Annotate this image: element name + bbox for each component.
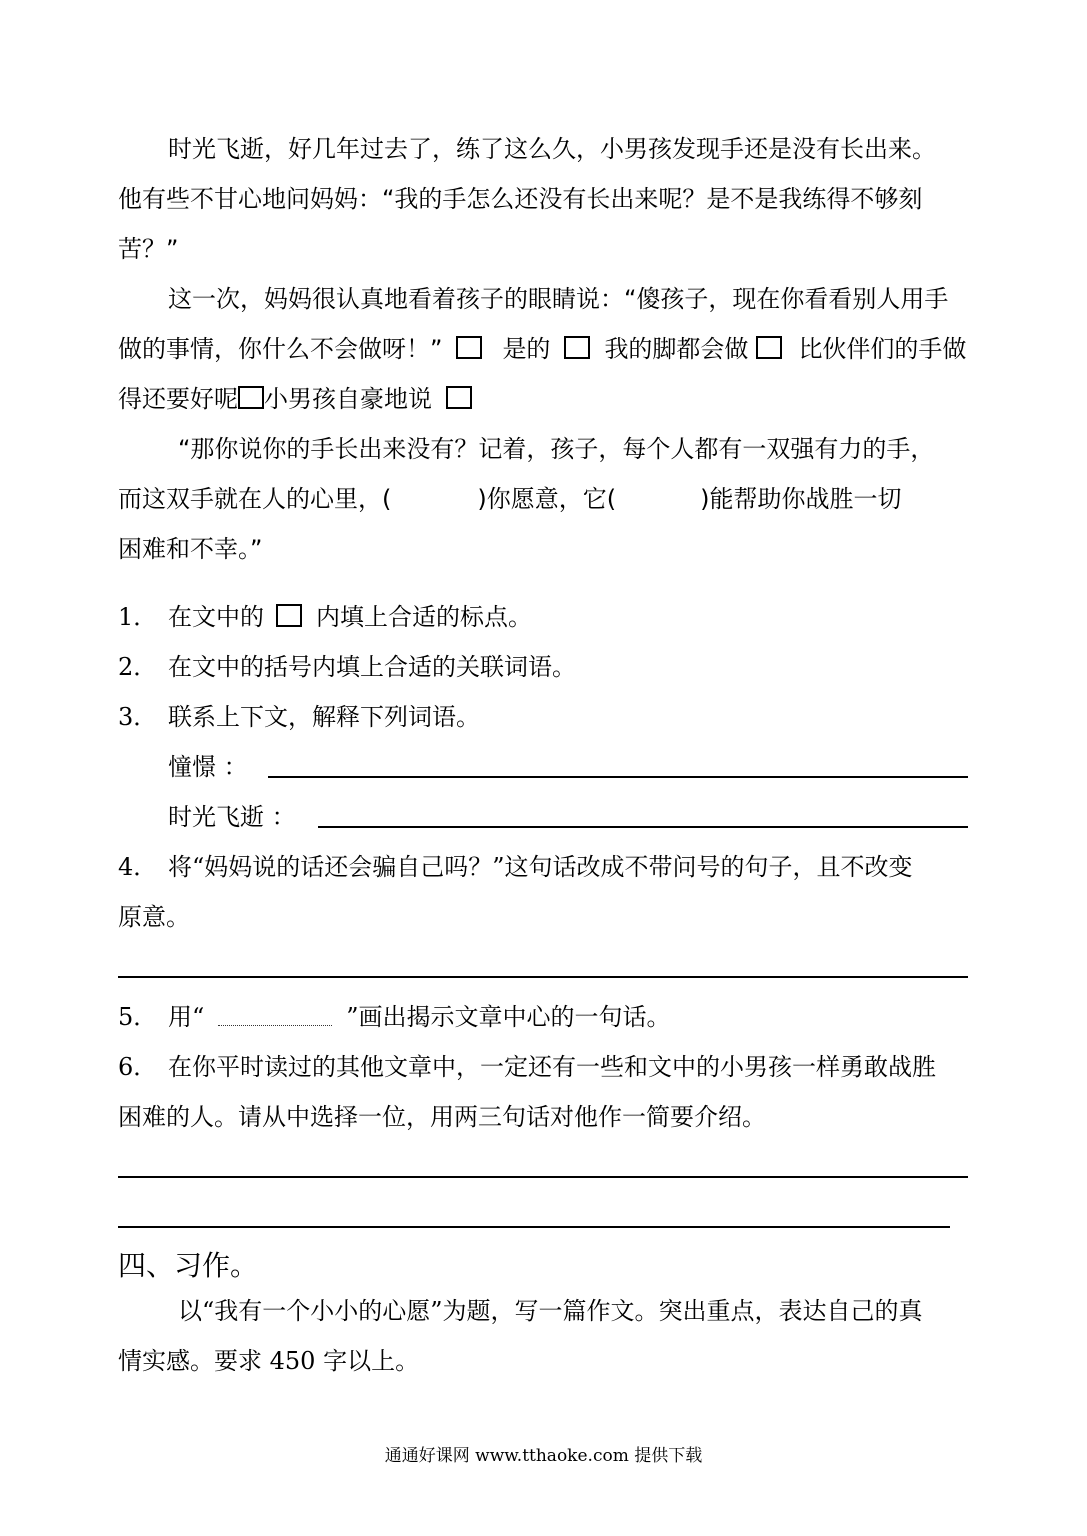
answer-line[interactable] bbox=[118, 976, 968, 978]
question-text: 困难的人。请从中选择一位，用两三句话对他作一简要介绍。 bbox=[118, 1103, 766, 1131]
passage-text: 做的事情，你什么不会做呀！” bbox=[118, 335, 443, 363]
passage-line-with-blanks bbox=[118, 482, 901, 516]
answer-line[interactable] bbox=[118, 1176, 968, 1178]
question-number: 1． bbox=[118, 603, 158, 631]
passage-text: )能帮助你战胜一切 bbox=[700, 485, 902, 513]
passage-text: 时光飞逝，好几年过去了，练了这么久，小男孩发现手还是没有长出来。 bbox=[168, 135, 936, 163]
question-number: 2． bbox=[118, 653, 158, 681]
question-text: ”画出揭示文章中心的一句话。 bbox=[346, 1003, 671, 1031]
question-5 bbox=[118, 1000, 671, 1034]
question-number: 5． bbox=[118, 1003, 158, 1031]
passage-line-with-blanks bbox=[118, 332, 966, 366]
question-3 bbox=[118, 700, 480, 734]
question-number: 3． bbox=[118, 703, 158, 731]
passage-text: “那你说你的手长出来没有？记着，孩子，每个人都有一双强有力的手， bbox=[178, 435, 935, 463]
passage-text: 苦？” bbox=[118, 235, 179, 263]
composition-prompt: 以“我有一个小小的心愿”为题，写一篇作文。突出重点，表达自己的真 bbox=[178, 1297, 923, 1325]
punctuation-blank-box[interactable] bbox=[238, 386, 264, 409]
passage-text: 得还要好呢 bbox=[118, 385, 238, 413]
question-text: 在文中的括号内填上合适的关联词语。 bbox=[168, 653, 576, 681]
page-footer: 通通好课网 www.tthaoke.com 提供下载 bbox=[384, 1446, 703, 1466]
question-number: 6． bbox=[118, 1053, 158, 1081]
answer-line[interactable] bbox=[118, 1226, 950, 1228]
passage-text: 是的 bbox=[502, 335, 551, 363]
question-text: 在你平时读过的其他文章中，一定还有一些和文中的小男孩一样勇敢战胜 bbox=[168, 1053, 936, 1081]
passage-text: 我的脚都会做 bbox=[604, 335, 749, 363]
answer-line[interactable] bbox=[268, 776, 968, 778]
question-text: 内填上合适的标点。 bbox=[316, 603, 532, 631]
vocab-term: 时光飞逝 ： bbox=[168, 803, 296, 831]
question-1 bbox=[118, 600, 532, 634]
section-heading: 四、习作。 bbox=[118, 1249, 259, 1282]
question-6 bbox=[118, 1050, 936, 1084]
passage-text: )你愿意，它( bbox=[477, 485, 617, 513]
punctuation-blank-box[interactable] bbox=[456, 336, 482, 359]
composition-prompt: 情实感。要求 450 字以上。 bbox=[118, 1347, 420, 1375]
question-text: 在文中的 bbox=[168, 603, 264, 631]
question-text: 原意。 bbox=[118, 903, 190, 931]
passage-text: 比伙伴们的手做 bbox=[798, 335, 967, 363]
passage-text: 而这双手就在人的心里，( bbox=[118, 485, 392, 513]
wavy-underline-symbol bbox=[218, 1011, 332, 1026]
passage-text: 这一次，妈妈很认真地看着孩子的眼睛说：“傻孩子，现在你看看别人用手 bbox=[168, 285, 949, 313]
passage-text: 小男孩自豪地说 bbox=[264, 385, 432, 413]
punctuation-blank-box[interactable] bbox=[564, 336, 590, 359]
punctuation-blank-box[interactable] bbox=[446, 386, 472, 409]
question-2 bbox=[118, 650, 576, 684]
passage-line-with-blanks bbox=[118, 382, 472, 416]
question-number: 4． bbox=[118, 853, 158, 881]
question-text: 联系上下文，解释下列词语。 bbox=[168, 703, 480, 731]
vocab-term: 憧憬 ： bbox=[168, 753, 248, 781]
passage-text: 困难和不幸。” bbox=[118, 535, 263, 563]
passage-text: 他有些不甘心地问妈妈：“我的手怎么还没有长出来呢？是不是我练得不够刻 bbox=[118, 185, 923, 213]
question-text: 用“ bbox=[168, 1003, 205, 1031]
punctuation-box-symbol bbox=[276, 604, 302, 627]
punctuation-blank-box[interactable] bbox=[756, 336, 782, 359]
question-text: 将“妈妈说的话还会骗自己吗？”这句话改成不带问号的句子，且不改变 bbox=[168, 853, 913, 881]
question-4 bbox=[118, 850, 913, 884]
answer-line[interactable] bbox=[318, 826, 968, 828]
